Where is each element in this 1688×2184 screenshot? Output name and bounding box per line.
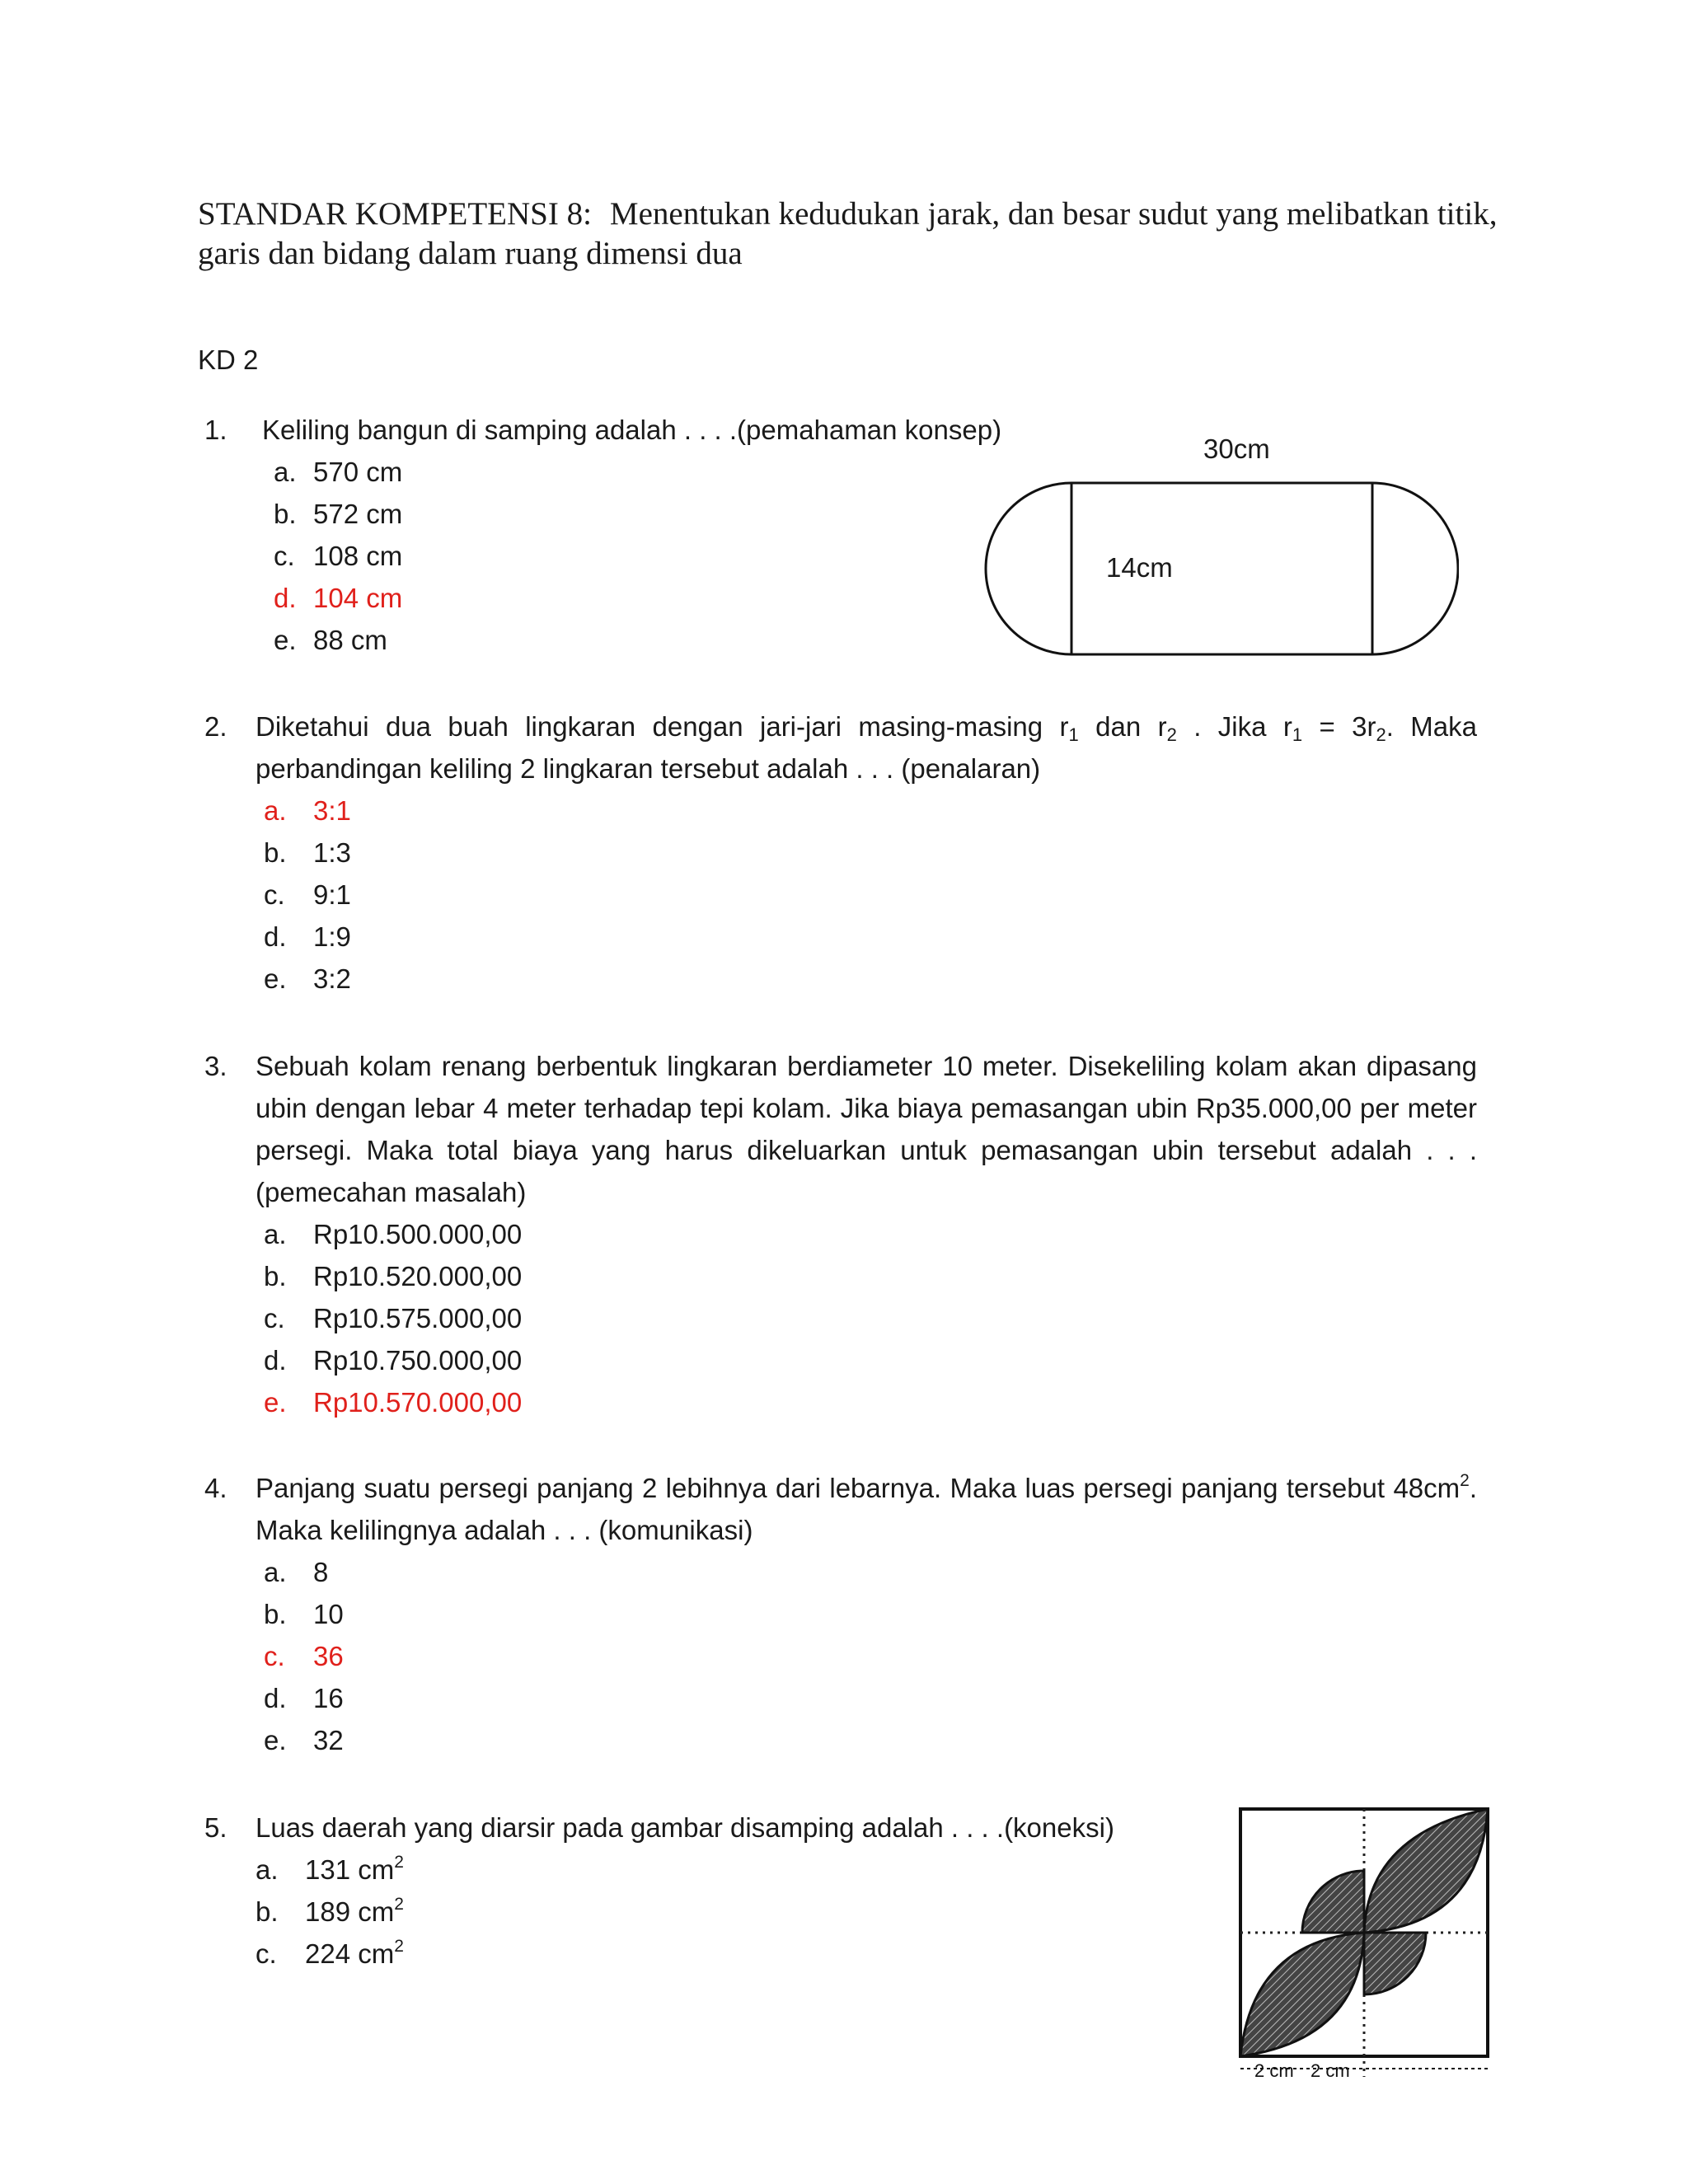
option-b: b. 572 cm (274, 499, 403, 529)
question-number: 4. (204, 1473, 227, 1503)
option-a: a. 8 (264, 1557, 329, 1587)
option-e: e. 88 cm (274, 625, 387, 655)
option-a: a. Rp10.500.000,00 (264, 1219, 523, 1249)
option-c: c. 224 $cm^2$ (256, 1937, 404, 1969)
dimension-label-right: 2 cm (1311, 2060, 1350, 2081)
stadium-shape-figure (964, 429, 1459, 668)
shaded-region-figure (1228, 1801, 1500, 2085)
length-label: 30cm (1203, 434, 1270, 464)
question-text: Sebuah kolam renang berbentuk lingkaran berdiameter 10 meter. Disekeliling kolam akan dipasang ubin dengan lebar 4 meter terhadap tepi kolam. Jika biaya pemasangan ubin Rp35.000,00 per meter persegi. Maka total biaya yang harus dikeluarkan untuk pemasangan ubin tersebut adalah . . . (pemecahan masalah) (256, 1051, 1477, 1207)
option-e-correct: e. Rp10.570.000,00 (264, 1387, 523, 1418)
question-number: 1. (204, 415, 227, 445)
heading-label: STANDAR KOMPETENSI 8: (198, 196, 592, 232)
option-d: d. 1:9 (264, 921, 351, 952)
stadium-outline (986, 483, 1458, 654)
option-d-correct: d. 104 cm (274, 583, 403, 613)
option-b: b. 1:3 (264, 837, 351, 868)
question-text: Keliling bangun di samping adalah . . . .(pemahaman konsep) (262, 415, 1002, 445)
option-e: e. 32 (264, 1725, 344, 1755)
question-4 (204, 1467, 1477, 1761)
width-label: 14cm (1106, 552, 1173, 583)
option-e: e. 3:2 (264, 963, 351, 994)
kd-label: KD 2 (198, 344, 259, 375)
option-c-correct: c. 36 (264, 1641, 344, 1671)
option-a-correct: a. 3:1 (264, 795, 351, 826)
option-a: a. 131 $cm^2$ (256, 1853, 404, 1885)
question-text: Diketahui dua buah lingkaran dengan jari-jari masing-masing $r_1$ dan $r_2$ . Jika $r_1 = 3r_2$. Maka perbandingan keliling 2 lingkaran tersebut adalah . . . (penalaran) (256, 711, 1477, 784)
option-c: c. 108 cm (274, 541, 403, 571)
option-b: b. 189 $cm^2$ (256, 1895, 404, 1927)
dimension-label-left: 2 cm (1254, 2060, 1294, 2081)
question-number: 5. (204, 1812, 227, 1843)
option-b: b. Rp10.520.000,00 (264, 1261, 523, 1291)
question-number: 3. (204, 1051, 227, 1081)
option-d: d. Rp10.750.000,00 (264, 1345, 523, 1376)
question-3 (204, 1045, 1477, 1423)
option-b: b. 10 (264, 1599, 344, 1629)
question-number: 2. (204, 711, 227, 742)
option-a: a. 570 cm (274, 457, 403, 487)
option-c: c. Rp10.575.000,00 (264, 1303, 523, 1333)
option-c: c. 9:1 (264, 879, 351, 910)
standard-heading (198, 194, 1533, 274)
question-text: Panjang suatu persegi panjang 2 lebihnya dari lebarnya. Maka luas persegi panjang tersebut $48cm^2$. Maka kelilingnya adalah . . . (komunikasi) (256, 1471, 1477, 1545)
question-text: Luas daerah yang diarsir pada gambar disamping adalah . . . .(koneksi) (256, 1812, 1114, 1843)
heading-text: Menentukan kedudukan jarak, dan besar sudut yang melibatkan titik, garis dan bidang dalam ruang dimensi dua (198, 196, 1498, 271)
option-d: d. 16 (264, 1683, 344, 1713)
question-2 (204, 705, 1477, 1000)
